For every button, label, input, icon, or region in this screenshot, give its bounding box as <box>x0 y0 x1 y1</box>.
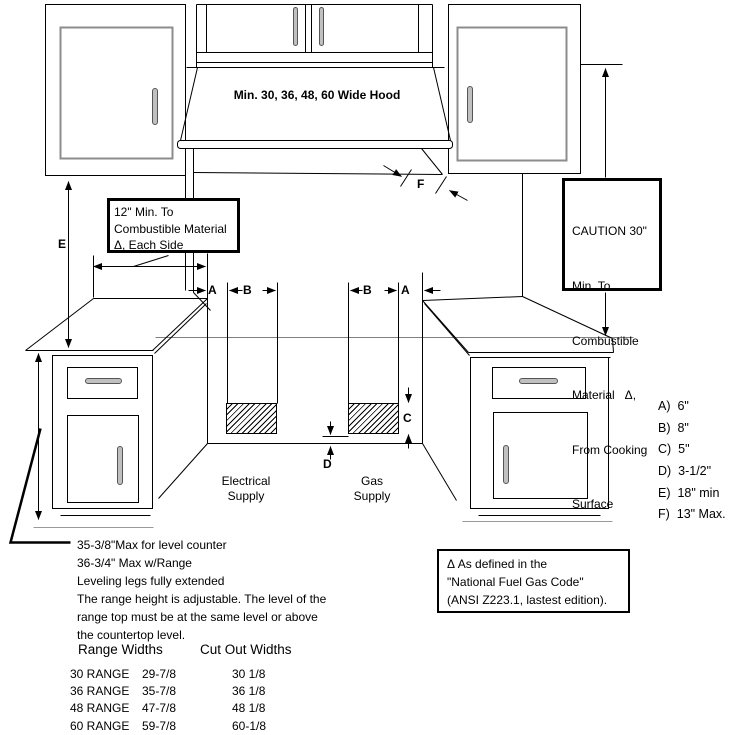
left-counter <box>26 299 208 356</box>
legend-item: D) 3-1/2" <box>658 464 712 479</box>
table-row: 36 RANGE 35-7/8 36 1/8 <box>70 684 266 699</box>
upper-center-cabinet <box>197 5 433 68</box>
legend-item: F) 13" Max. <box>658 507 726 522</box>
dim-label-a-right: A <box>401 283 410 297</box>
widths-table <box>70 666 266 735</box>
dim-label-d: D <box>323 457 332 471</box>
upper-right-cabinet <box>449 5 581 174</box>
upper-left-cabinet <box>46 5 186 176</box>
door-handle-icon <box>118 447 123 485</box>
drawer-handle-icon <box>520 379 558 384</box>
electrical-supply-label: Electrical Supply <box>221 474 271 503</box>
legend-item: B) 8" <box>658 420 689 435</box>
drawer-handle-icon <box>86 379 122 384</box>
electrical-supply-box <box>226 403 277 434</box>
table-row: 60 RANGE 59-7/8 60-1/8 <box>70 718 267 733</box>
fuel-gas-code-callout: Δ As defined in the "National Fuel Gas Code" (ANSI Z223.1, lastest edition). <box>437 549 630 613</box>
door-handle-icon <box>504 446 509 484</box>
dim-label-a-left: A <box>208 283 217 297</box>
legend-item: C) 5" <box>658 442 690 457</box>
left-base-cabinet <box>34 356 154 528</box>
dim-label-c: C <box>403 411 412 425</box>
range-hood <box>178 68 453 175</box>
door-handle-icon <box>153 89 158 125</box>
dimension-ab <box>189 254 441 404</box>
dim-label-e: E <box>58 237 67 251</box>
dimension-12in <box>94 256 206 298</box>
table-row: 30 RANGE 29-7/8 30 1/8 <box>70 667 266 681</box>
dim-label-f: F <box>417 177 425 191</box>
dimension-legend <box>658 399 726 529</box>
hood-label: Min. 30, 36, 48, 60 Wide Hood <box>233 88 401 102</box>
table-header-range-widths: Range Widths <box>78 642 163 657</box>
legend-item: E) 18" min <box>658 485 720 500</box>
legend-item: A) 6" <box>658 399 689 413</box>
door-handle-icon <box>468 87 473 123</box>
table-header-cutout-widths: Cut Out Widths <box>200 642 292 657</box>
table-row: 48 RANGE 47-7/8 48 1/8 <box>70 701 266 716</box>
door-handle-icon <box>294 8 298 46</box>
caution-callout: CAUTION 30" Min. To Combustible Material Δ, From Cooking Surface <box>562 178 662 291</box>
dim-label-b-left: B <box>243 283 252 297</box>
door-handle-icon <box>320 8 324 46</box>
dim-label-b-right: B <box>363 283 372 297</box>
gas-supply-label: Gas Supply <box>353 474 391 503</box>
gas-supply-box <box>348 403 399 434</box>
counter-height-notes: 35-3/8"Max for level counter 36-3/4" Max w/Range Leveling legs fully extended The range height is adjustable. The level of the range top must be at the same level or above the countertop level. <box>77 538 327 642</box>
left-clearance-callout: 12" Min. To Combustible Material Δ, Each Side <box>107 198 240 253</box>
